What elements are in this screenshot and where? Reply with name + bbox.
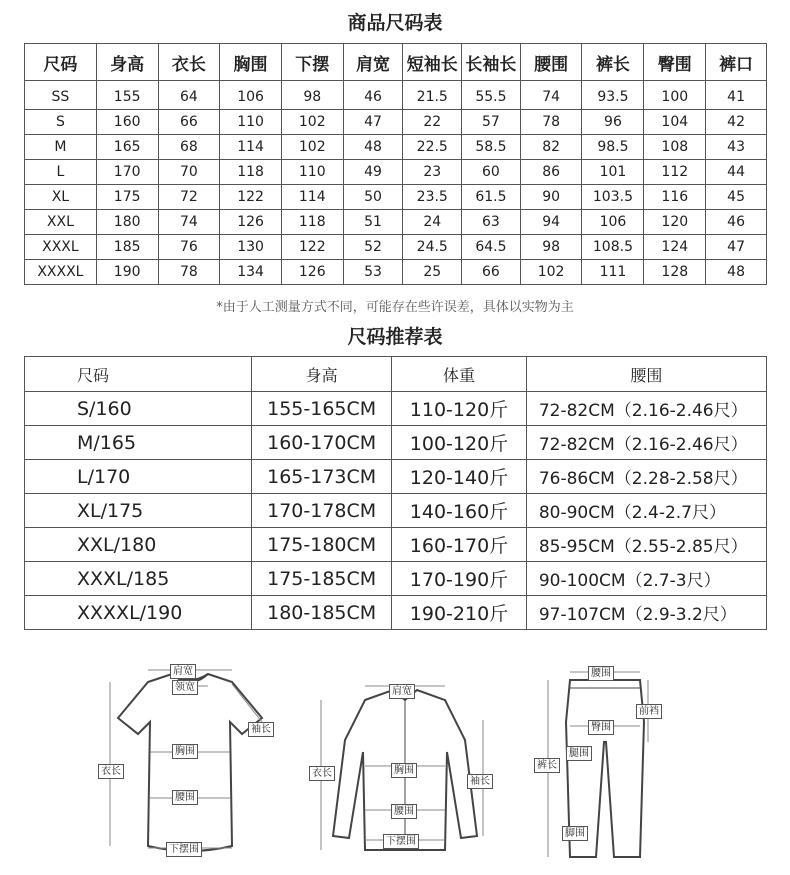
recommend-cell: 120-140斤 [392, 460, 527, 494]
recommend-row [25, 392, 767, 426]
shirt-waist-label: 腰围 [391, 804, 417, 819]
size-chart-cell: 46 [343, 81, 403, 110]
size-chart-cell: 118 [220, 160, 282, 185]
size-chart-cell: 122 [220, 185, 282, 210]
pants-waist-label: 腰围 [588, 666, 614, 681]
size-chart-cell: 47 [706, 235, 767, 260]
shirt-diagram [305, 680, 505, 870]
size-chart-cell: 130 [220, 235, 282, 260]
size-chart-header-cell: 身高 [96, 44, 158, 81]
size-chart-cell: 155 [96, 81, 158, 110]
size-chart-header-cell: 裤长 [582, 44, 644, 81]
size-chart-cell: 48 [706, 260, 767, 285]
recommend-cell: M/165 [25, 426, 252, 460]
size-chart-table [24, 43, 767, 285]
size-chart-cell: 64.5 [462, 235, 521, 260]
size-chart-cell: 98 [520, 235, 582, 260]
recommend-cell: 165-173CM [252, 460, 392, 494]
size-chart-cell: 108.5 [582, 235, 644, 260]
size-chart-header-cell: 腰围 [520, 44, 582, 81]
size-chart-cell: L [25, 160, 97, 185]
size-chart-cell: XXXL [25, 235, 97, 260]
tshirt-length-label: 衣长 [98, 764, 124, 779]
size-chart-header-cell: 尺码 [25, 44, 97, 81]
size-chart-cell: 110 [281, 160, 343, 185]
tshirt-sleeve-label: 袖长 [248, 722, 274, 737]
recommend-row [25, 460, 767, 494]
size-chart-cell: 68 [158, 135, 220, 160]
size-chart-cell: M [25, 135, 97, 160]
size-chart-cell: XXXXL [25, 260, 97, 285]
tshirt-shoulder-label: 肩宽 [170, 664, 196, 679]
size-chart-cell: XXL [25, 210, 97, 235]
recommend-cell: XXXXL/190 [25, 596, 252, 630]
recommend-cell: XXL/180 [25, 528, 252, 562]
recommend-header-row [25, 357, 767, 392]
recommend-cell: 140-160斤 [392, 494, 527, 528]
size-chart-cell: 53 [343, 260, 403, 285]
size-chart-cell: 47 [343, 110, 403, 135]
recommend-cell: 190-210斤 [392, 596, 527, 630]
size-chart-cell: 49 [343, 160, 403, 185]
shirt-sleeve-label: 袖长 [467, 774, 493, 789]
pants-hip-label: 臀围 [588, 720, 614, 735]
size-chart-cell: 66 [158, 110, 220, 135]
tshirt-waist-label: 腰围 [172, 790, 198, 805]
size-chart-cell: 124 [644, 235, 706, 260]
recommend-cell: S/160 [25, 392, 252, 426]
size-chart-cell: 55.5 [462, 81, 521, 110]
size-chart-header-cell: 下摆 [281, 44, 343, 81]
recommend-cell: 97-107CM（2.9-3.2尺） [526, 596, 766, 630]
size-chart-cell: 102 [281, 110, 343, 135]
tshirt-hem-label: 下摆围 [166, 842, 202, 857]
size-chart-cell: 112 [644, 160, 706, 185]
size-chart-cell: 126 [220, 210, 282, 235]
size-chart-cell: 58.5 [462, 135, 521, 160]
size-chart-header-cell: 胸围 [220, 44, 282, 81]
size-chart-cell: 43 [706, 135, 767, 160]
size-chart-cell: 120 [644, 210, 706, 235]
shirt-shoulder-label: 肩宽 [389, 684, 415, 699]
recommend-title: 尺码推荐表 [347, 326, 443, 348]
recommend-cell: 155-165CM [252, 392, 392, 426]
size-chart-cell: 48 [343, 135, 403, 160]
recommend-row [25, 596, 767, 630]
recommend-table [24, 356, 767, 630]
pants-length-label: 裤长 [534, 758, 560, 773]
size-chart-row [25, 135, 767, 160]
pants-rise-label: 前裆 [636, 704, 662, 719]
measurement-note: *由于人工测量方式不同，可能存在些许误差，具体以实物为主 [216, 300, 574, 315]
size-chart-cell: SS [25, 81, 97, 110]
size-chart-row [25, 160, 767, 185]
size-chart-cell: 78 [520, 110, 582, 135]
tshirt-diagram [90, 660, 290, 860]
size-chart-cell: 94 [520, 210, 582, 235]
recommend-header-cell: 身高 [252, 357, 392, 392]
size-chart-cell: 78 [158, 260, 220, 285]
size-chart-cell: 170 [96, 160, 158, 185]
size-chart-cell: 114 [281, 185, 343, 210]
recommend-cell: 110-120斤 [392, 392, 527, 426]
size-chart-row [25, 110, 767, 135]
size-chart-cell: 41 [706, 81, 767, 110]
size-chart-header-cell: 短袖长 [403, 44, 462, 81]
recommend-cell: XXXL/185 [25, 562, 252, 596]
shirt-chest-label: 胸围 [391, 763, 417, 778]
size-chart-cell: 175 [96, 185, 158, 210]
size-chart-cell: 51 [343, 210, 403, 235]
pants-hem-label: 脚围 [562, 826, 588, 841]
recommend-cell: 175-180CM [252, 528, 392, 562]
recommend-cell: 80-90CM（2.4-2.7尺） [526, 494, 766, 528]
recommend-cell: 90-100CM（2.7-3尺） [526, 562, 766, 596]
shirt-hem-label: 下摆围 [383, 834, 419, 849]
size-chart-header-cell: 裤口 [706, 44, 767, 81]
recommend-cell: 72-82CM（2.16-2.46尺） [526, 392, 766, 426]
size-chart-cell: 61.5 [462, 185, 521, 210]
size-chart-cell: 64 [158, 81, 220, 110]
size-chart-cell: 114 [220, 135, 282, 160]
size-chart-cell: 45 [706, 185, 767, 210]
recommend-cell: 160-170CM [252, 426, 392, 460]
size-chart-cell: 98 [281, 81, 343, 110]
recommend-cell: 76-86CM（2.28-2.58尺） [526, 460, 766, 494]
size-chart-cell: 46 [706, 210, 767, 235]
size-chart-cell: 122 [281, 235, 343, 260]
size-chart-cell: 21.5 [403, 81, 462, 110]
recommend-cell: L/170 [25, 460, 252, 494]
size-chart-cell: 23.5 [403, 185, 462, 210]
recommend-header-cell: 腰围 [526, 357, 766, 392]
size-chart-cell: 165 [96, 135, 158, 160]
size-chart-cell: 44 [706, 160, 767, 185]
size-chart-row [25, 260, 767, 285]
recommend-row [25, 528, 767, 562]
shirt-length-label: 衣长 [309, 766, 335, 781]
size-chart-header-cell: 臀围 [644, 44, 706, 81]
size-chart-cell: 106 [582, 210, 644, 235]
size-chart-cell: 101 [582, 160, 644, 185]
size-chart-cell: 90 [520, 185, 582, 210]
size-chart-cell: 52 [343, 235, 403, 260]
size-chart-row [25, 81, 767, 110]
size-chart-cell: 118 [281, 210, 343, 235]
size-chart-header-cell: 长袖长 [462, 44, 521, 81]
size-chart-cell: 96 [582, 110, 644, 135]
tshirt-neck-label: 领宽 [172, 680, 198, 695]
size-chart-cell: 100 [644, 81, 706, 110]
pants-diagram [530, 662, 680, 867]
size-chart-cell: 104 [644, 110, 706, 135]
size-chart-cell: 190 [96, 260, 158, 285]
size-chart-cell: 66 [462, 260, 521, 285]
size-chart-cell: 50 [343, 185, 403, 210]
recommend-cell: 100-120斤 [392, 426, 527, 460]
recommend-row [25, 562, 767, 596]
size-chart-cell: S [25, 110, 97, 135]
size-chart-cell: 102 [281, 135, 343, 160]
size-chart-cell: 82 [520, 135, 582, 160]
size-chart-cell: 93.5 [582, 81, 644, 110]
size-chart-cell: 24.5 [403, 235, 462, 260]
size-chart-cell: 106 [220, 81, 282, 110]
size-chart-cell: 98.5 [582, 135, 644, 160]
recommend-cell: 175-185CM [252, 562, 392, 596]
size-chart-header-row [25, 44, 767, 81]
recommend-header-cell: 体重 [392, 357, 527, 392]
size-chart-cell: 74 [158, 210, 220, 235]
size-chart-cell: 57 [462, 110, 521, 135]
size-chart-cell: 72 [158, 185, 220, 210]
size-chart-cell: 70 [158, 160, 220, 185]
size-chart-cell: 134 [220, 260, 282, 285]
recommend-cell: 72-82CM（2.16-2.46尺） [526, 426, 766, 460]
pants-thigh-label: 腿围 [566, 746, 592, 761]
size-chart-cell: 60 [462, 160, 521, 185]
tshirt-chest-label: 胸围 [172, 744, 198, 759]
size-chart-cell: 86 [520, 160, 582, 185]
size-chart-cell: XL [25, 185, 97, 210]
size-chart-cell: 110 [220, 110, 282, 135]
size-chart-cell: 180 [96, 210, 158, 235]
size-chart-row [25, 210, 767, 235]
size-chart-cell: 24 [403, 210, 462, 235]
size-chart-cell: 63 [462, 210, 521, 235]
size-chart-header-cell: 衣长 [158, 44, 220, 81]
size-chart-cell: 74 [520, 81, 582, 110]
size-chart-cell: 25 [403, 260, 462, 285]
recommend-cell: 170-190斤 [392, 562, 527, 596]
size-chart-title: 商品尺码表 [347, 12, 443, 34]
size-chart-cell: 111 [582, 260, 644, 285]
recommend-cell: XL/175 [25, 494, 252, 528]
size-chart-cell: 42 [706, 110, 767, 135]
recommend-cell: 160-170斤 [392, 528, 527, 562]
recommend-cell: 170-178CM [252, 494, 392, 528]
recommend-header-cell: 尺码 [25, 357, 252, 392]
size-chart-cell: 108 [644, 135, 706, 160]
size-chart-cell: 116 [644, 185, 706, 210]
size-chart-cell: 103.5 [582, 185, 644, 210]
size-chart-cell: 23 [403, 160, 462, 185]
recommend-row [25, 426, 767, 460]
size-chart-cell: 185 [96, 235, 158, 260]
size-chart-header-cell: 肩宽 [343, 44, 403, 81]
size-chart-cell: 76 [158, 235, 220, 260]
size-chart-cell: 160 [96, 110, 158, 135]
size-chart-cell: 102 [520, 260, 582, 285]
recommend-cell: 180-185CM [252, 596, 392, 630]
size-chart-cell: 22 [403, 110, 462, 135]
recommend-cell: 85-95CM（2.55-2.85尺） [526, 528, 766, 562]
size-chart-cell: 22.5 [403, 135, 462, 160]
size-chart-cell: 126 [281, 260, 343, 285]
size-chart-row [25, 235, 767, 260]
recommend-row [25, 494, 767, 528]
size-chart-cell: 128 [644, 260, 706, 285]
size-chart-row [25, 185, 767, 210]
